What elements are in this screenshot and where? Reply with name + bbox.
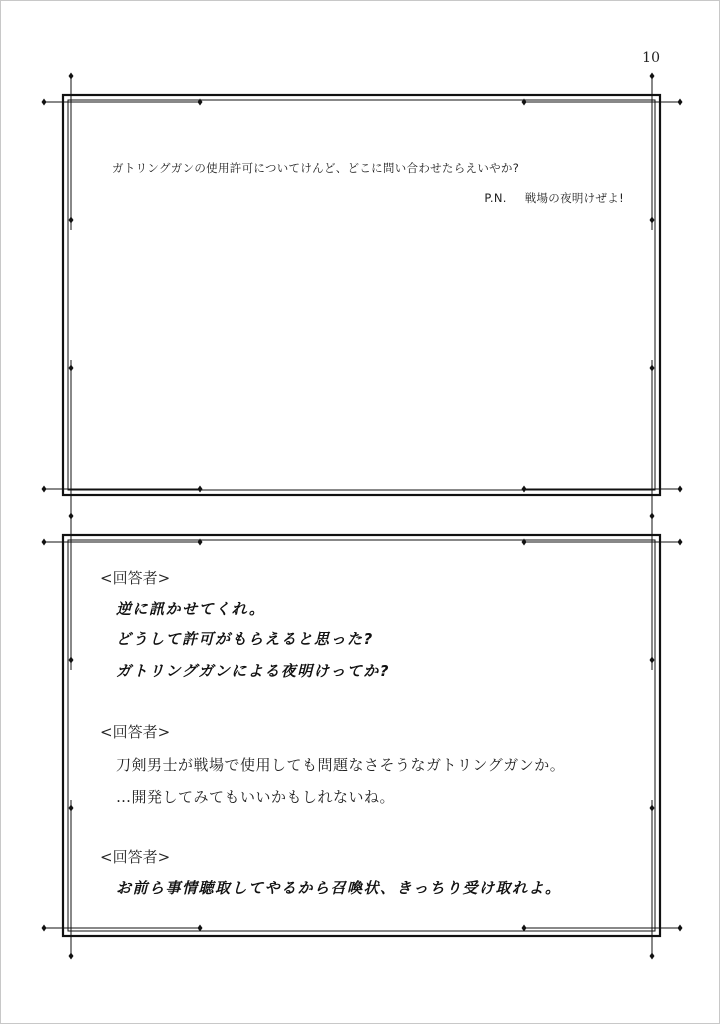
question-text: ガトリングガンの使用許可についてけんど、どこに問い合わせたらえいやか? bbox=[112, 161, 520, 175]
answer-2-line-2: …開発してみてもいいかもしれないね。 bbox=[116, 788, 396, 806]
answer-1-line-2: どうして許可がもらえると思った? bbox=[116, 630, 374, 648]
pen-name: 戦場の夜明けぜよ! bbox=[524, 191, 624, 205]
question-frame-ornaments bbox=[42, 73, 683, 520]
answer-1-line-1: 逆に訊かせてくれ。 bbox=[116, 600, 266, 618]
answer-1-line-3: ガトリングガンによる夜明けってか? bbox=[116, 662, 390, 680]
answer-2-line-1: 刀剣男士が戦場で使用しても問題なさそうなガトリングガンか。 bbox=[116, 756, 566, 774]
answer-label-2: <回答者> bbox=[100, 723, 171, 741]
answer-label-3: <回答者> bbox=[100, 848, 171, 866]
answer-3-line-1: お前ら事情聴取してやるから召喚状、きっちり受け取れよ。 bbox=[116, 879, 562, 897]
page-number: 10 bbox=[642, 50, 660, 66]
pen-name-line bbox=[484, 190, 624, 206]
question-frame bbox=[44, 76, 680, 516]
pen-name-label: P.N. bbox=[484, 191, 507, 205]
answer-label-1: <回答者> bbox=[100, 569, 171, 587]
